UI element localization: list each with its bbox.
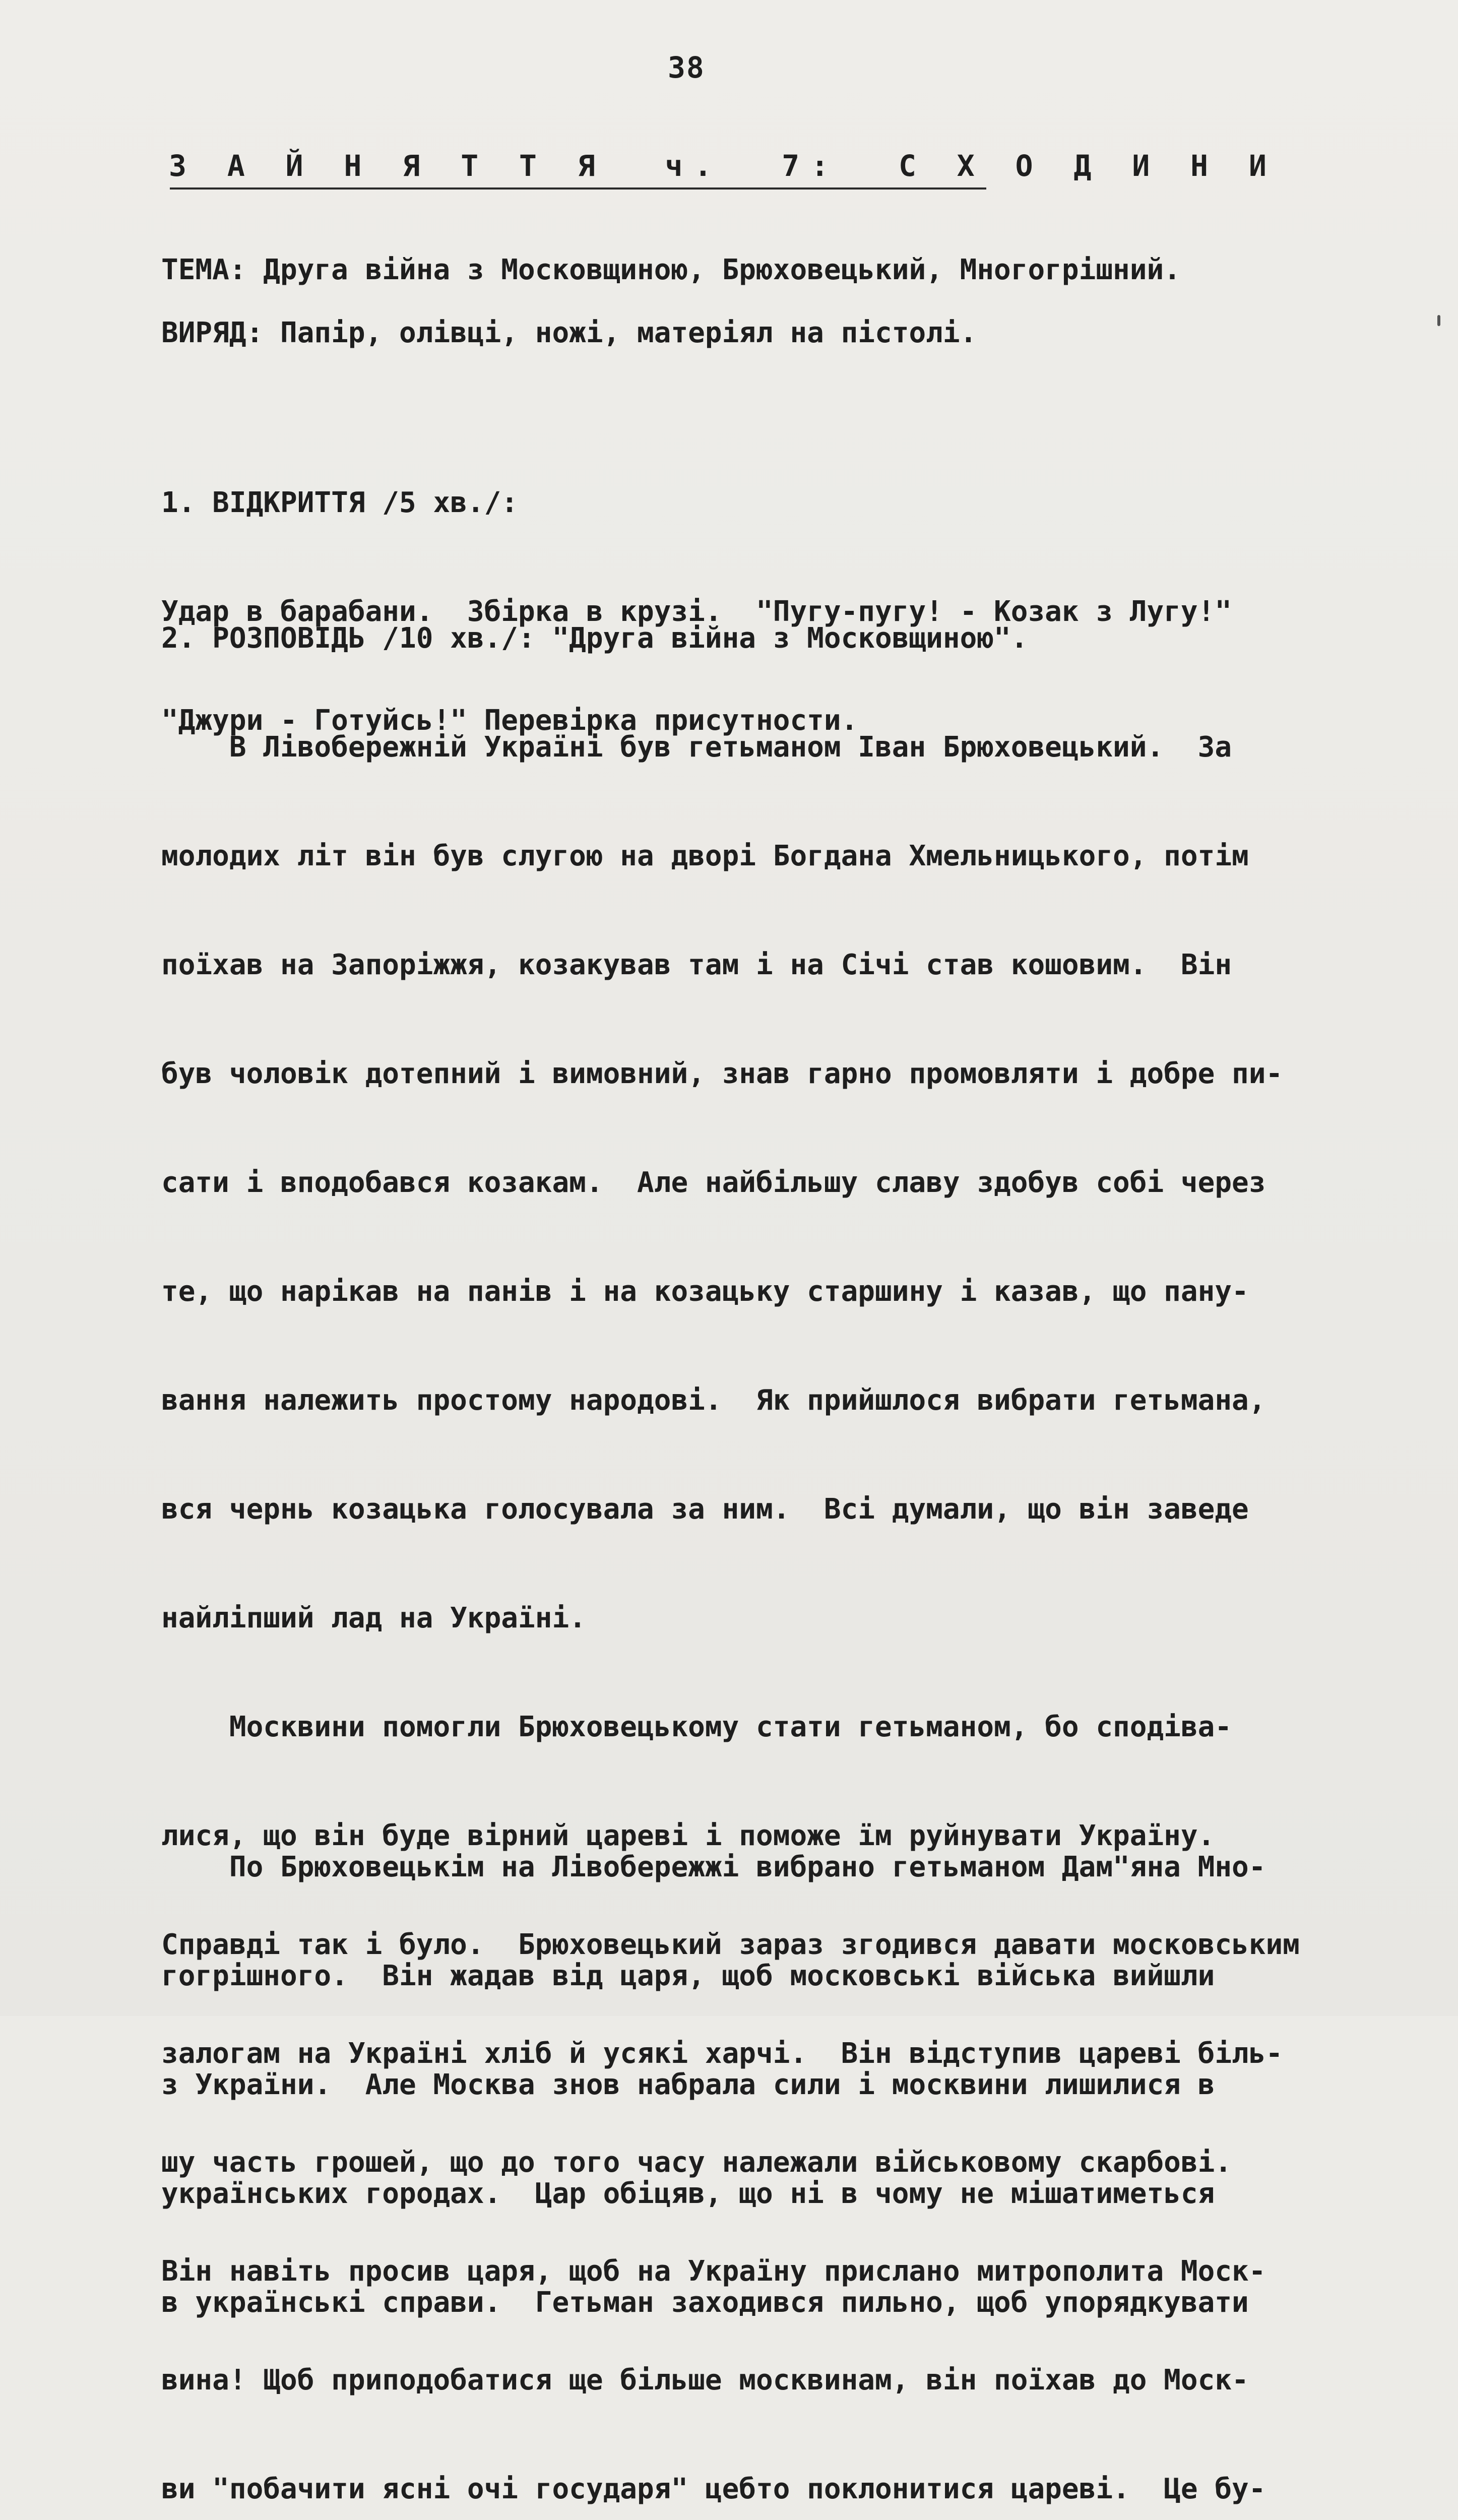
text-line: По Брюховецькім на Лівобережжі вибрано гетьманом Дам"яна Мно- xyxy=(161,1851,1266,1883)
viryad-line: ВИРЯД: Папір, олівці, ножі, матеріял на пістолі. xyxy=(161,317,977,349)
text-line: сати і вподобався козакам. Але найбільшу славу здобув собі через xyxy=(161,1166,1266,1199)
text-line: Удар в барабани. Збірка в крузі. "Пугу-пугу! - Козак з Лугу!" xyxy=(161,595,1232,628)
text-line: шу часть грошей, що до того часу належали військовому скарбові. xyxy=(161,2146,1232,2179)
page-title: З А Й Н Я Т Т Я ч. 7: С Х О Д И Н И xyxy=(169,149,1278,183)
text-line: вся чернь козацька голосувала за ним. Всі думали, що він заведе xyxy=(161,1493,1249,1526)
tema-line: ТЕМА: Друга війна з Московщиною, Брюховецький, Многогрішний. xyxy=(161,254,1181,286)
text-line: Справді так і було. Брюховецький зараз згодився давати московським xyxy=(161,1928,1300,1961)
text-line: найліпший лад на Україні. xyxy=(161,1602,586,1634)
text-line: вина! Щоб приподобатися ще більше москвинам, він поїхав до Моск- xyxy=(161,2364,1249,2397)
margin-mark xyxy=(1437,315,1440,326)
section-continuation xyxy=(161,1777,1406,2393)
text-line: залогам на Україні хліб й усякі харчі. Він відступив цареві біль- xyxy=(161,2037,1283,2070)
text-line: ви "побачити ясні очі государя" цебто поклонитися цареві. Це бу- xyxy=(161,2473,1266,2505)
text-line: з України. Але Москва знов набрала сили і москвини лишилися в xyxy=(161,2068,1215,2101)
text-line: українських городах. Цар обіцяв, що ні в чому не мішатиметься xyxy=(161,2177,1215,2210)
text-line: поїхав на Запоріжжя, козакував там і на Січі став кошовим. Він xyxy=(161,949,1232,981)
text-line: лися, що він буде вірний цареві і поможе їм руйнувати Україну. xyxy=(161,1819,1215,1852)
text-line: В Лівобережній Україні був гетьманом Іван Брюховецький. За xyxy=(161,731,1232,764)
page-number: 38 xyxy=(668,50,705,85)
text-line: Москвини помогли Брюховецькому стати гетьманом, бо сподіва- xyxy=(161,1711,1232,1743)
title-underline xyxy=(170,187,986,190)
text-line: був чоловік дотепний і вимовний, знав гарно промовляти і добре пи- xyxy=(161,1057,1283,1090)
section-heading: 1. ВІДКРИТТЯ /5 хв./: xyxy=(161,486,519,519)
text-line: "Джури - Готуйсь!" Перевірка присутности. xyxy=(161,704,858,737)
section-heading: 2. РОЗПОВІДЬ /10 хв./: "Друга війна з Московщиною". xyxy=(161,622,1028,655)
text-line: вання належить простому народові. Як прийшлося вибрати гетьмана, xyxy=(161,1384,1266,1417)
text-line: те, що нарікав на панів і на козацьку старшину і казав, що пану- xyxy=(161,1275,1249,1308)
text-line: Він навіть просив царя, щоб на Україну прислано митрополита Моск- xyxy=(161,2255,1266,2288)
text-line: гогрішного. Він жадав від царя, щоб московські війська вийшли xyxy=(161,1960,1215,1992)
text-line: в українські справи. Гетьман заходився пильно, щоб упорядкувати xyxy=(161,2286,1249,2319)
text-line: молодих літ він був слугою на дворі Богдана Хмельницького, потім xyxy=(161,840,1249,872)
